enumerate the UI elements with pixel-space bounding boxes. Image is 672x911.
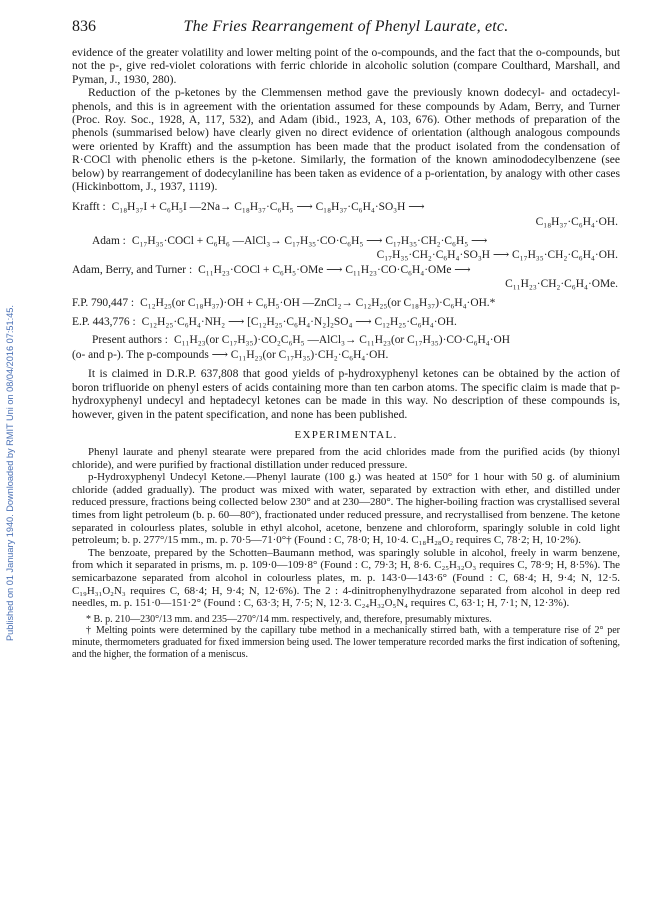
- experimental-paragraph-2: p-Hydroxyphenyl Undecyl Ketone.—Phenyl laurate (100 g.) was heated at 150° for 1 hour with 50 g. of aluminium chloride (added gradually). The product was mixed with water, separated by extraction with ether, and distilled under reduced pressure, fractions being collected below 230° and at 230—280°. The higher-boiling fraction was crystallised several times from light petroleum (b. p. 60—80°), fractionated under reduced pressure, and recrystallised from benzene. The ketone separated in colourless plates, soluble in ethyl alcohol, acetone, benzene and chloroform, sparingly soluble in cold light petroleum; b. p. 277°/15 mm., m. p. 70·5—71·0°† (Found : C, 78·0; H, 10·4. C₁₈H₂₈O₂ requires C, 78·2; H, 10·2%).: [72, 471, 620, 547]
- paragraph-1: evidence of the greater volatility and lower melting point of the o-compounds, and the fact that the o-compounds, but not the p-, give red-violet colorations with ferric chloride in alcoholic solution (compare Coulthard, Marshall, and Pyman, J., 1930, 280).: [72, 46, 620, 86]
- paper-page: [72, 18, 620, 660]
- reaction-label: F.P. 790,447 :: [72, 297, 135, 310]
- download-watermark-text: Published on 01 January 1940. Downloaded by RMIT Uni on 08/04/2016 07:51:45.: [5, 304, 15, 641]
- reaction-equation: C₁₇H₃₅·COCl + C₆H₆ —AlCl₃→ C₁₇H₃₅·CO·C₆H₅ ⟶ C₁₇H₃₅·CH₂·C₆H₅ ⟶: [131, 234, 488, 247]
- reaction-label: E.P. 443,776 :: [72, 315, 136, 328]
- experimental-paragraph-3: The benzoate, prepared by the Schotten–Baumann method, was sparingly soluble in alcohol, freely in warm benzene, from which it separated in prisms, m. p. 109·0—109·8° (Found : C, 79·3; H, 8·6. C₂₅H₃₂O₃ requires C, 78·9; H, 8·5%). The semicarbazone separated from alcohol in colourless plates, m. p. 143·0—143·6° (Found : C, 68·4; H, 9·4; N, 12·5. C₁₉H₃₁O₂N₃ requires C, 68·4; H, 9·4; N, 12·6%). The 2 : 4-dinitrophenylhydrazone separated from alcohol in deep red needles, m. p. 151·0—151·2° (Found : C, 63·3; H, 7·5; N, 12·3. C₂₄H₃₂O₅N₄ requires C, 63·1; H, 7·1; N, 12·3%).: [72, 546, 620, 610]
- reaction-continuation: C₁₁H₂₃·CH₂·C₆H₄·OMe.: [505, 278, 618, 291]
- section-heading-experimental: EXPERIMENTAL.: [294, 429, 398, 442]
- reaction-equation: C₁₁H₂₃·COCl + C₆H₅·OMe ⟶ C₁₁H₂₃·CO·C₆H₄·OMe ⟶: [198, 263, 471, 276]
- experimental-paragraph-1: Phenyl laurate and phenyl stearate were prepared from the acid chlorides made from the purified acids (by thionyl chloride), and were purified by fractional distillation under reduced pressure.: [72, 446, 620, 471]
- reaction-label: Present authors :: [92, 334, 168, 347]
- reaction-schemes: [72, 200, 620, 362]
- experimental-section: [72, 446, 620, 610]
- reaction-fp-790447: [72, 296, 620, 311]
- reaction-label: Adam :: [92, 234, 126, 247]
- reaction-krafft: [72, 200, 620, 215]
- reaction-equation: C₁₁H₂₃(or C₁₇H₃₅)·CO₂C₆H₅ —AlCl₃→ C₁₁H₂₃(or C₁₇H₃₅)·CO·C₆H₄·OH: [173, 334, 510, 347]
- reaction-equation: C₁₂H₂₅(or C₁₈H₃₇)·OH + C₆H₅·OH —ZnCl₂→ C₁₂H₂₅(or C₁₈H₃₇)·C₆H₄·OH.*: [140, 297, 496, 310]
- footnote-1: * B. p. 210—230°/13 mm. and 235—270°/14 mm. respectively, and, therefore, presumably mixtures.: [86, 613, 492, 625]
- reaction-adam: [72, 234, 620, 249]
- reaction-adam-berry-turner: [72, 263, 620, 278]
- reaction-label: Adam, Berry, and Turner :: [72, 263, 193, 276]
- footnotes: [72, 614, 620, 660]
- download-watermark: [3, 120, 17, 825]
- reaction-continuation: C₁₇H₃₅·CH₂·C₆H₄·SO₃H ⟶ C₁₇H₃₅·CH₂·C₆H₄·OH.: [376, 249, 618, 262]
- running-header: [72, 18, 620, 36]
- reaction-label: Krafft :: [72, 201, 106, 214]
- footnote-2: † Melting points were determined by the capillary tube method in a mechanically stirred bath, with a temperature rise of 2° per minute, thermometers graduated for fixed immersion being used. The lower temperature recorded marks the first indication of softening, and the higher, the formation of a meniscus.: [72, 625, 620, 660]
- running-title: The Fries Rearrangement of Phenyl Laurate, etc.: [183, 18, 509, 35]
- reaction-continuation: C₁₈H₃₇·C₆H₄·OH.: [535, 216, 618, 229]
- reaction-equation: C₁₂H₂₅·C₆H₄·NH₂ ⟶ [C₁₂H₂₅·C₆H₄·N₂]₂SO₄ ⟶ C₁₂H₂₅·C₆H₄·OH.: [141, 315, 457, 328]
- reaction-continuation: (o- and p-). The p-compounds ⟶ C₁₁H₂₃(or C₁₇H₃₅)·CH₂·C₆H₄·OH.: [72, 348, 389, 361]
- reaction-present-authors: [72, 333, 620, 348]
- reaction-equation: C₁₈H₃₇I + C₆H₅I —2Na→ C₁₈H₃₇·C₆H₅ ⟶ C₁₈H₃₇·C₆H₄·SO₃H ⟶: [111, 201, 425, 214]
- page-number: 836: [72, 18, 96, 35]
- reaction-ep-443776: [72, 315, 620, 330]
- paragraph-3: It is claimed in D.R.P. 637,808 that good yields of p-hydroxyphenyl ketones can be obtained by the action of boron trifluoride on phenyl esters of acids containing more than ten carbon atoms. The specific claim is made that p-hydroxyphenyl undecyl and heptadecyl ketones can be made in this way. No description of these compounds is, however, given in the patent specification, and none has been published.: [72, 367, 620, 421]
- paragraph-2: Reduction of the p-ketones by the Clemmensen method gave the previously known dodecyl- and octadecyl-phenols, and this is in agreement with the orientation assumed for these compounds by Adam, Berry, and Turner (Proc. Roy. Soc., 1928, A, 117, 532), and Adam (ibid., 1923, A, 103, 676). Other methods of preparation of the phenols (summarised below) have clearly given no direct evidence of orientation (although analogous compounds were oriented by Krafft) and the assumption has been made that the product isolated from the condensation of R·COCl with phenolic ethers is the p-ketone. Similarly, the formation of the known aminododecylbenzene (see below) by rearrangement of dodecylaniline has been taken as evidence of a p-orientation, by analogy with other cases (Hickinbottom, J., 1937, 1119).: [72, 86, 620, 194]
